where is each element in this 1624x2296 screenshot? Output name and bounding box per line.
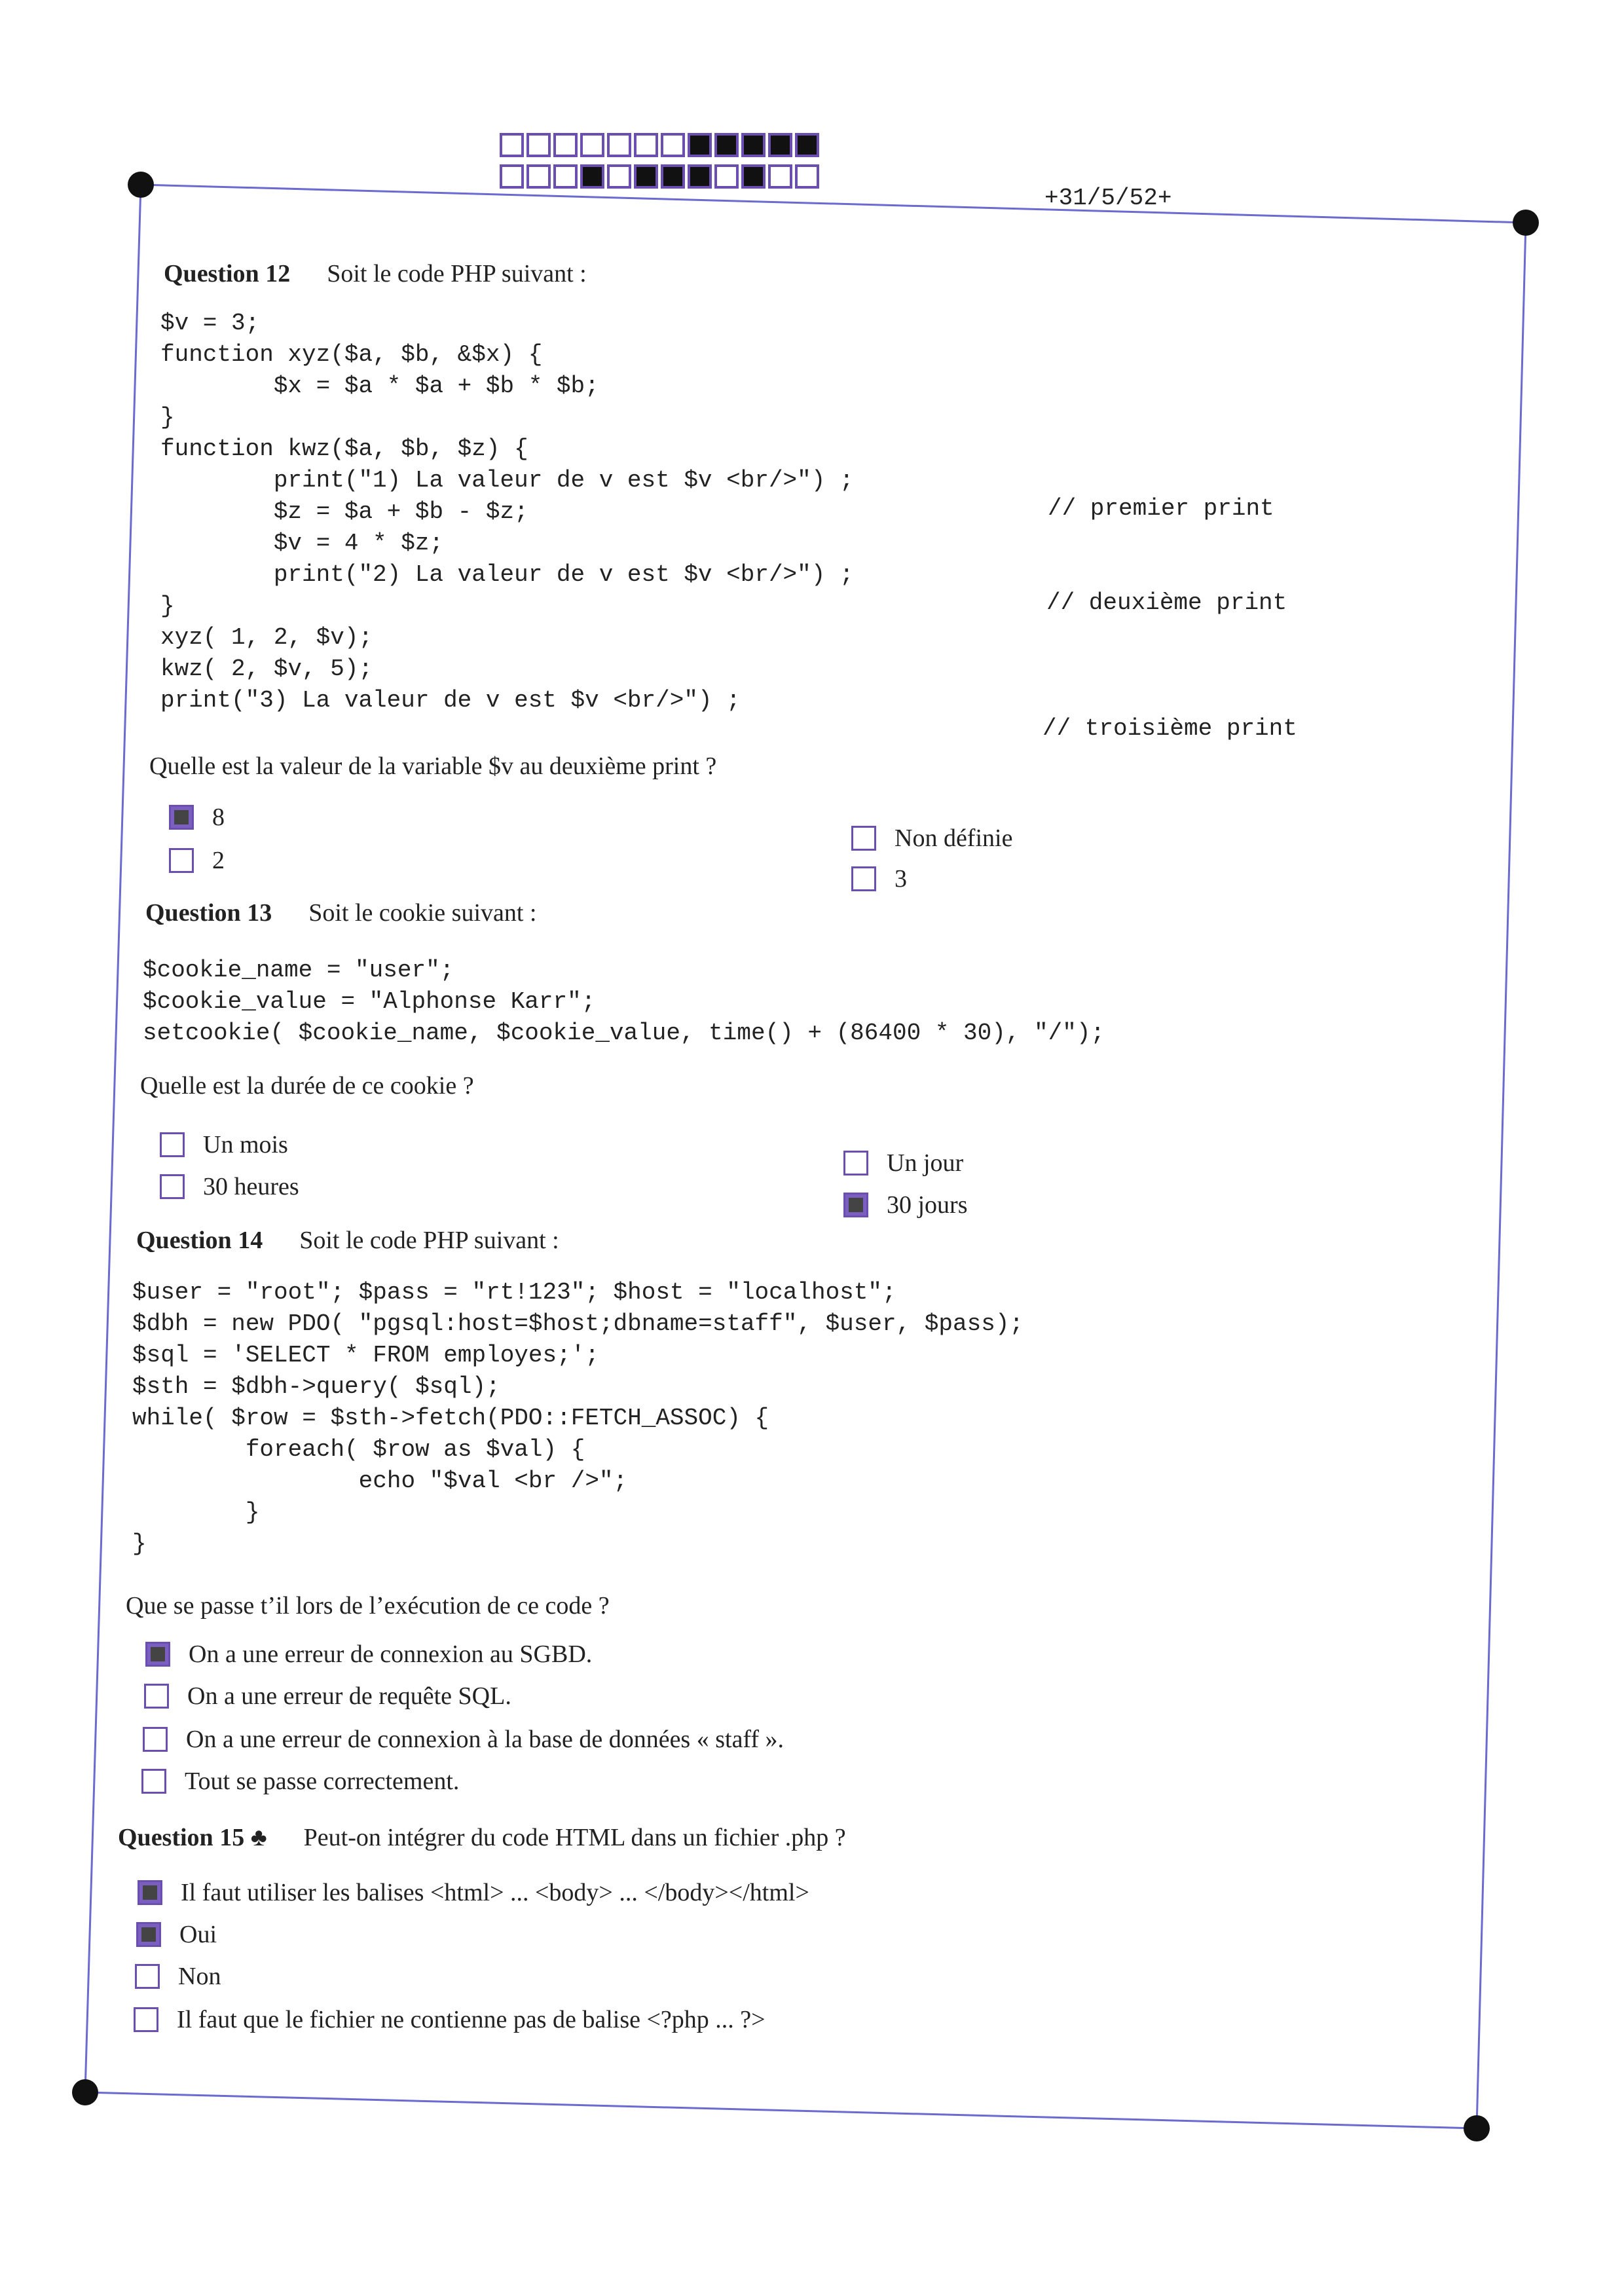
option-label: 8 (212, 804, 225, 831)
q15-option-pas-de-balise[interactable] (134, 2005, 766, 2034)
q12-option-8[interactable] (169, 803, 225, 832)
option-label: Non définie (895, 824, 1013, 852)
question-intro: Soit le cookie suivant : (308, 899, 537, 927)
frame-right-line (1477, 223, 1526, 2128)
option-label: On a une erreur de connexion au SGBD. (189, 1640, 593, 1668)
q15-option-oui[interactable] (136, 1920, 217, 1949)
question-14-header (136, 1226, 559, 1255)
q14-code-block: $user = "root"; $pass = "rt!123"; $host = "localhost"; $dbh = new PDO( "pgsql:host=$host;dbname=staff", $user, $pass); $sql = 'SELECT * FROM employes;'; $sth = $dbh->query( $sql); while( $row = $sth->fetch(PDO::FETCH_ASSOC) { foreach( $row as $val) { echo "$val <br />"; } } (132, 1279, 1024, 1557)
option-label: Il faut utiliser les balises <html> ... <body> ... </body></html> (181, 1879, 809, 1906)
question-intro: Peut-on intégrer du code HTML dans un fichier .php ? (303, 1824, 846, 1851)
q15-option-balises[interactable] (138, 1878, 809, 1907)
q12-code-block: $v = 3; function xyz($a, $b, &$x) { $x = $a * $a + $b * $b; } function kwz($a, $b, $z) { print("1) La valeur de v est $v <br/>") ; $z = $a + $b - $z; $v = 4 * $z; print("2) La valeur de v est $v <br/>") ; } xyz( 1, 2, $v); kwz( 2, $v, 5); print("3) La valeur de v est $v <br/>") ; (160, 310, 854, 714)
checkbox[interactable] (851, 826, 876, 851)
checkbox[interactable] (160, 1174, 185, 1199)
q12-comment-third: // troisième print (1043, 715, 1297, 742)
checkbox-checked[interactable] (138, 1880, 162, 1905)
question-12-header (164, 259, 587, 288)
option-label: On a une erreur de requête SQL. (187, 1682, 511, 1710)
corner-marker-top-left (128, 172, 154, 198)
frame-top-line (141, 185, 1526, 223)
option-label: Non (178, 1963, 221, 1990)
checkbox[interactable] (135, 1964, 160, 1989)
option-label: Tout se passe correctement. (185, 1768, 460, 1795)
q13-option-un-jour[interactable] (843, 1149, 963, 1177)
q14-option-erreur-sql[interactable] (144, 1682, 511, 1711)
question-15-header (118, 1823, 846, 1852)
checkbox[interactable] (144, 1684, 169, 1709)
checkbox[interactable] (134, 2007, 158, 2032)
checkbox[interactable] (160, 1132, 185, 1157)
question-number: Question 12 (164, 260, 291, 287)
checkbox-checked[interactable] (169, 805, 194, 830)
option-label: 2 (212, 847, 225, 874)
option-label: Oui (179, 1921, 217, 1948)
frame-left-line (85, 185, 141, 2092)
checkbox[interactable] (169, 848, 194, 873)
checkbox[interactable] (843, 1151, 868, 1176)
corner-marker-bottom-right (1464, 2115, 1490, 2141)
question-13-header (145, 898, 537, 927)
q15-option-non[interactable] (135, 1962, 221, 1991)
corner-marker-bottom-left (72, 2079, 98, 2105)
multiple-answers-club-icon: ♣ (250, 1824, 267, 1851)
q13-option-30-jours[interactable] (843, 1191, 968, 1219)
id-barcode (501, 134, 818, 187)
question-number: Question 13 (145, 899, 272, 927)
q12-prompt: Quelle est la valeur de la variable $v au deuxième print ? (149, 752, 717, 780)
checkbox[interactable] (143, 1727, 168, 1752)
q12-option-non-definie[interactable] (851, 824, 1012, 853)
q12-comment-second: // deuxième print (1046, 589, 1287, 616)
frame-bottom-line (85, 2092, 1477, 2128)
question-intro: Soit le code PHP suivant : (327, 260, 587, 287)
checkbox[interactable] (141, 1769, 166, 1794)
checkbox-checked[interactable] (136, 1922, 161, 1947)
q14-option-erreur-sgbd[interactable] (145, 1640, 592, 1669)
q13-option-un-mois[interactable] (160, 1130, 288, 1159)
question-number: Question 14 (136, 1227, 263, 1254)
option-label: Un jour (887, 1149, 964, 1177)
q14-option-erreur-staff[interactable] (143, 1725, 784, 1754)
option-label: On a une erreur de connexion à la base de données « staff ». (186, 1726, 784, 1753)
checkbox-checked[interactable] (843, 1193, 868, 1217)
option-label: 30 heures (203, 1173, 299, 1200)
question-intro: Soit le code PHP suivant : (299, 1227, 559, 1254)
q14-option-correct[interactable] (141, 1767, 459, 1796)
option-label: 3 (895, 865, 907, 893)
corner-marker-top-right (1513, 210, 1539, 236)
option-label: 30 jours (887, 1191, 968, 1219)
q14-prompt: Que se passe t’il lors de l’exécution de ce code ? (126, 1592, 610, 1620)
q13-option-30-heures[interactable] (160, 1172, 299, 1201)
q12-option-2[interactable] (169, 846, 225, 875)
q12-comment-first: // premier print (1048, 495, 1274, 522)
checkbox[interactable] (851, 866, 876, 891)
option-label: Un mois (203, 1131, 288, 1158)
q13-code-block: $cookie_name = "user"; $cookie_value = "Alphonse Karr"; setcookie( $cookie_name, $cookie_value, time() + (86400 * 30), "/"); (143, 957, 1105, 1046)
q13-prompt: Quelle est la durée de ce cookie ? (140, 1072, 474, 1100)
q12-option-3[interactable] (851, 864, 907, 893)
checkbox-checked[interactable] (145, 1642, 170, 1667)
question-number: Question 15 (118, 1824, 245, 1851)
option-label: Il faut que le fichier ne contienne pas de balise <?php ... ?> (177, 2006, 766, 2033)
page-reference: +31/5/52+ (1044, 185, 1172, 212)
